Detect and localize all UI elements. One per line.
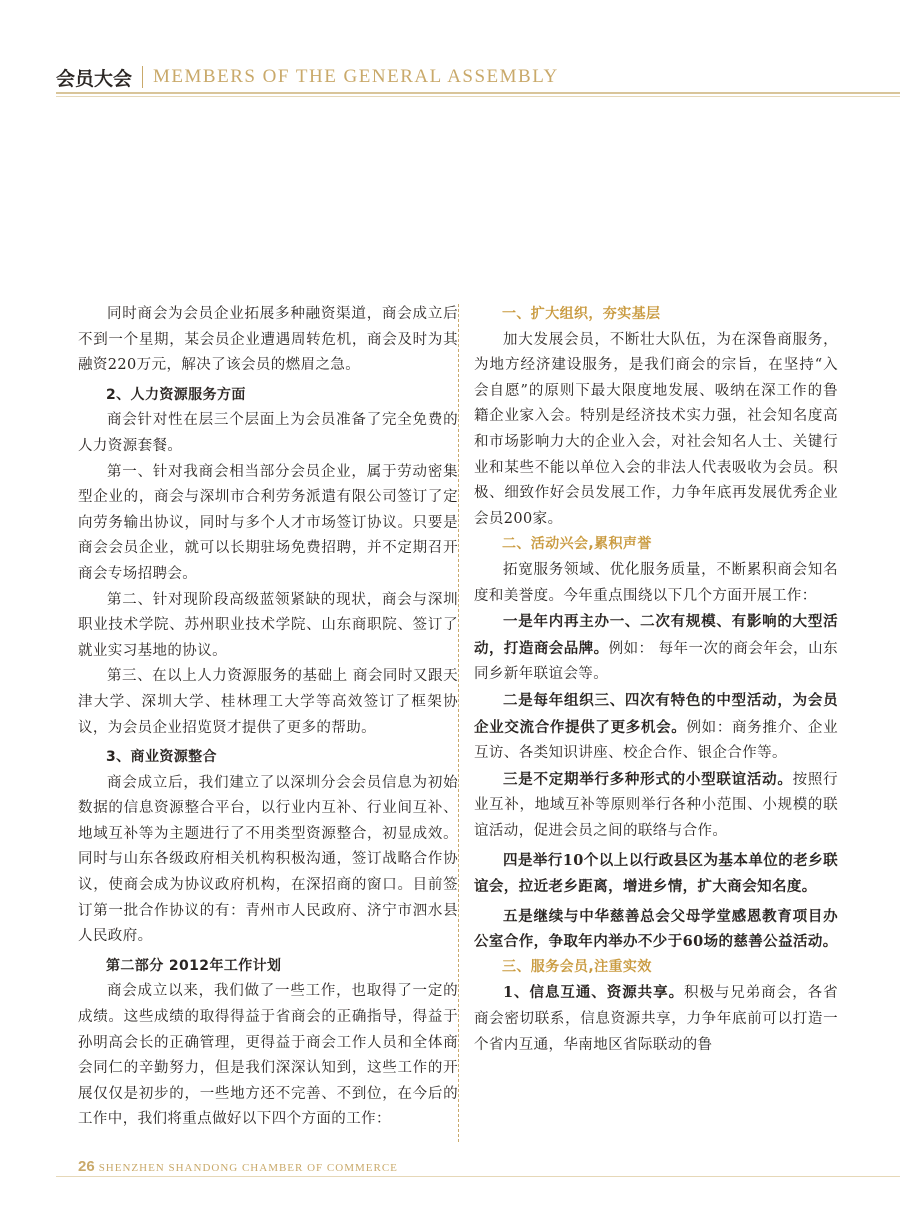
paragraph-bold: 四是举行10个以上以行政县区为基本单位的老乡联谊会，拉近老乡距离，增进乡情，扩大商会知名度。 [474,852,838,896]
header-title-cn: 会员大会 [56,67,133,90]
section-heading: 二、活动兴会,累积声誉 [502,536,652,553]
paragraph: 1、信息互通、资源共享。积极与兄弟商会，各省商会密切联系，信息资源共享，力争年底前可以打造一个省内互通，华南地区省际联动的鲁 [474,984,839,1053]
paragraph-lead: 1、信息互通、资源共享。 [503,984,685,1002]
subheading: 2、人力资源服务方面 [106,386,246,403]
paragraph: 二是每年组织三、四次有特色的中型活动，为会员企业交流合作提供了更多机会。例如：商务推介、企业互访、各类知识讲座、校企合作、银企合作等。 [474,691,838,762]
paragraph: 一是年内再主办一、二次有规模、有影响的大型活动，打造商会品牌。例如： 每年一次的商会年会，山东同乡新年联谊会等。 [474,613,838,683]
page-header [56,62,559,92]
paragraph-lead: 三是不定期举行多种形式的小型联谊活动。 [503,770,793,788]
section-heading: 三、服务会员,注重实效 [502,958,652,975]
paragraph: 商会成立后，我们建立了以深圳分会会员信息为初始数据的信息资源整合平台，以行业内互补、行业间互补、地域互补等为主题进行了不用类型资源整合，初显成效。同时与山东各级政府相关机构积极沟通，签订战略合作协议，使商会成为协议政府机构，在深招商的窗口。目前签订第一批合作协议的有：青州市人民政府、济宁市泗水县人民政府。 [78,774,458,945]
page-footer [78,1158,398,1175]
paragraph: 第三、在以上人力资源服务的基础上 商会同时又跟天津大学、深圳大学、桂林理工大学等高效签订了框架协议，为会员企业招览贤才提供了更多的帮助。 [78,668,458,736]
paragraph: 第二、针对现阶段高级蓝领紧缺的现状，商会与深圳职业技术学院、苏州职业技术学院、山东商职院、签订了就业实习基地的协议。 [78,591,458,659]
column-divider [458,304,459,1142]
subheading: 第二部分 2012年工作计划 [106,957,282,974]
header-rule-thin [56,96,900,97]
paragraph: 加大发展会员，不断壮大队伍，为在深鲁商服务，为地方经济建设服务，是我们商会的宗旨，在坚持“入会自愿”的原则下最大限度地发展、吸纳在深工作的鲁籍企业家入会。特别是经济技术实力强，社会知名度高和市场影响力大的企业入会，对社会知名人士、关键行业和某些不能以单位入会的非法人代表吸收为会员。积极、细致作好会员发展工作，力争年底再发展优秀企业会员200家。 [474,331,838,527]
page-number: 26 [78,1158,95,1175]
subheading: 3、商业资源整合 [106,749,217,766]
paragraph: 同时商会为会员企业拓展多种融资渠道，商会成立后不到一个星期，某会员企业遭遇周转危机，商会及时为其融资220万元，解决了该会员的燃眉之急。 [78,306,458,374]
paragraph-bold: 五是继续与中华慈善总会父母学堂感恩教育项目办公室合作，争取年内举办不少于60场的慈善公益活动。 [474,907,838,951]
paragraph-lead: 二是每年组织三、四次有特色的中型活动，为会员企业交流合作提供了更多机会。 [474,691,838,736]
paragraph: 三是不定期举行多种形式的小型联谊活动。按照行业互补，地域互补等原则举行各种小范围、小规模的联谊活动，促进会员之间的联络与合作。 [474,770,838,839]
paragraph-lead: 一是年内再主办一、二次有规模、有影响的大型活动，打造商会品牌。 [474,613,838,657]
paragraph: 拓宽服务领域、优化服务质量，不断累积商会知名度和美誉度。今年重点围绕以下几个方面开展工作： [474,561,838,604]
section-heading: 一、扩大组织，夯实基层 [502,306,661,322]
paragraph: 商会成立以来，我们做了一些工作，也取得了一定的成绩。这些成绩的取得得益于省商会的正确指导，得益于孙明高会长的正确管理，更得益于商会工作人员和全体商会同仁的辛勤努力，但是我们深深认知到，这些工作的开展仅仅是初步的，一些地方还不完善、不到位，在今后的工作中，我们将重点做好以下四个方面的工作： [78,983,458,1128]
left-column [78,302,458,1133]
paragraph: 商会针对性在层三个层面上为会员准备了完全免费的人力资源套餐。 [78,412,458,454]
header-rule [56,92,900,94]
right-column [474,302,838,1058]
publication-name: SHENZHEN SHANDONG CHAMBER OF COMMERCE [98,1162,398,1174]
header-separator [142,66,143,88]
paragraph: 第一、针对我商会相当部分会员企业，属于劳动密集型企业的，商会与深圳市合利劳务派遣有限公司签订了定向劳务输出协议，同时与多个人才市场签订协议。只要是商会会员企业，就可以长期驻场免费招聘，并不定期召开商会专场招聘会。 [78,463,458,582]
footer-rule [56,1176,900,1177]
header-title-en: MEMBERS OF THE GENERAL ASSEMBLY [153,66,559,87]
